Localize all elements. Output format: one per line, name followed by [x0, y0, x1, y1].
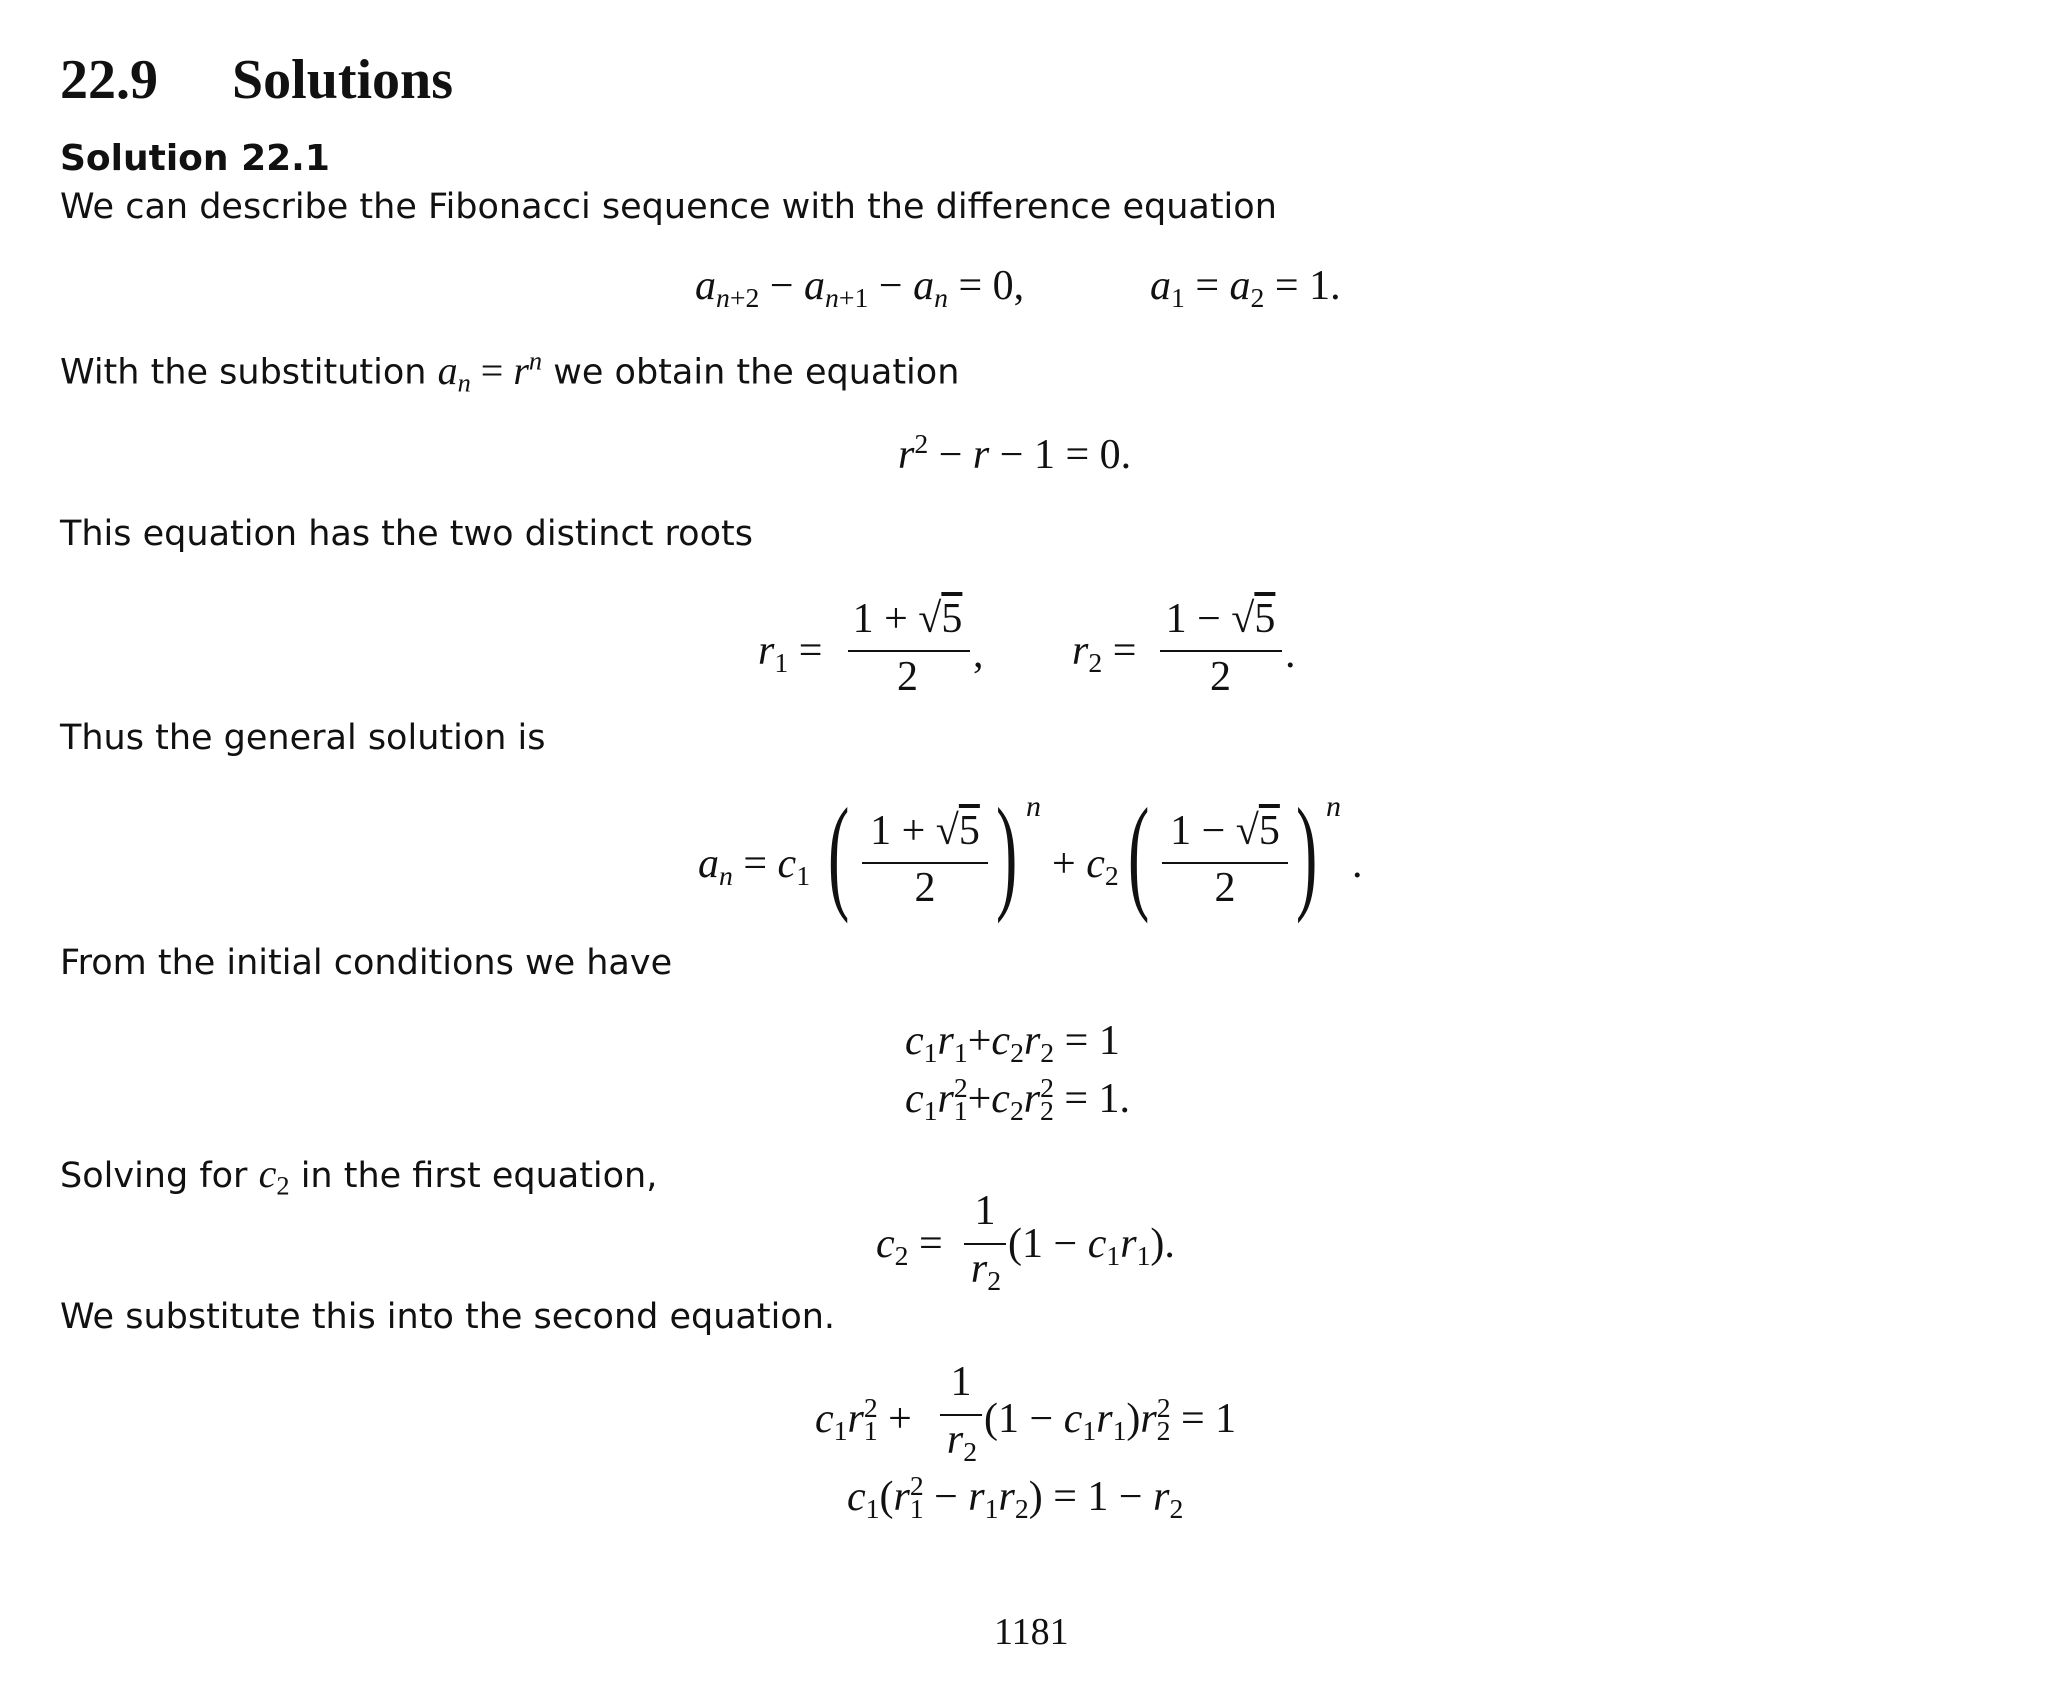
c2-frac-numerator: 1: [974, 1188, 996, 1234]
section-heading: [60, 48, 453, 112]
general-exponent-2: n: [1326, 790, 1341, 823]
root-r1-numerator: 1 + √5: [852, 596, 963, 642]
paragraph-6-after: in the first equation,: [300, 1156, 658, 1196]
inline-c2: $c_2$: [258, 1151, 290, 1201]
paragraph-2: [60, 345, 959, 398]
paragraph-5: From the initial conditions we have: [60, 943, 673, 983]
subst-line-1-lhs: $c_1r^2_1$ +: [815, 1392, 912, 1446]
root-r2-punct: .: [1285, 631, 1296, 677]
c2-frac-denominator: $r_2$: [970, 1246, 1002, 1296]
general-frac2-numerator: 1 − √5: [1170, 808, 1280, 854]
right-paren-2: ): [1296, 782, 1318, 924]
left-paren-1: (: [828, 782, 850, 924]
general-lhs: an = $c_1$: [698, 841, 811, 891]
root-r2-fraction-bar: [1160, 650, 1282, 652]
paragraph-1: We can describe the Fibonacci sequence with the difference equation: [60, 187, 1277, 227]
paragraph-7: We substitute this into the second equation.: [60, 1297, 836, 1337]
root-r2-numerator: 1 − √5: [1165, 596, 1276, 642]
paragraph-6: [60, 1150, 657, 1201]
equation-initial: $a_1 = a_2 = 1$.: [1150, 263, 1341, 313]
page-number: 1181: [994, 1611, 1069, 1653]
c2-lhs: $c_2$ =: [876, 1221, 943, 1271]
paragraph-4: Thus the general solution is: [60, 718, 546, 758]
root-r2-denominator: 2: [1210, 654, 1231, 700]
subst-line-1-frac-numerator: 1: [950, 1359, 972, 1405]
equation-characteristic: $r^2 - r - 1 = 0$.: [898, 428, 1132, 479]
general-frac2-denominator: 2: [1214, 865, 1236, 911]
root-r2-label: $r_2$ =: [1072, 628, 1137, 678]
general-frac1-denominator: 2: [914, 865, 936, 911]
root-r1-label: $r_1$ =: [758, 628, 823, 678]
general-frac1-numerator: 1 + √5: [870, 808, 980, 854]
paragraph-6-before: Solving for: [60, 1156, 248, 1196]
right-paren-1: ): [996, 782, 1018, 924]
general-exponent-1: n: [1026, 790, 1041, 823]
left-paren-2: (: [1128, 782, 1150, 924]
subst-line-1-frac-denominator: $r_2$: [946, 1417, 978, 1467]
general-plus-c2: + $c_2$: [1052, 841, 1119, 891]
equation-recurrence: $an_{+2} - an_{+1}$ − an = 0,: [695, 263, 1025, 313]
root-r1-punct: ,: [973, 631, 984, 677]
c2-rest: $(1 - c_1r_1)$.: [1008, 1221, 1175, 1271]
section-title: Solutions: [232, 49, 453, 111]
inline-substitution: an = $r^n$: [437, 345, 543, 397]
section-number: 22.9: [60, 49, 158, 111]
system-line-2: $c_1r^2_1+c_2r^2_2 = 1$.: [905, 1072, 1131, 1126]
subst-line-2: $c_1(r^2_1 - r_1r_2) = 1 - r_2$: [847, 1470, 1184, 1524]
general-punct: .: [1352, 841, 1363, 887]
paragraph-2-before: With the substitution: [60, 352, 427, 393]
root-r1-denominator: 2: [897, 654, 918, 700]
solution-label: Solution 22.1: [60, 138, 330, 179]
system-line-1: $c_1r_1+c_2r_2 = 1$: [905, 1018, 1120, 1068]
paragraph-2-after: we obtain the equation: [553, 352, 960, 393]
root-r1-fraction-bar: [848, 650, 970, 652]
paragraph-3: This equation has the two distinct roots: [60, 514, 753, 554]
subst-line-1-rest: $(1 - c_1r_1)r^2_2 = 1$: [984, 1392, 1237, 1446]
